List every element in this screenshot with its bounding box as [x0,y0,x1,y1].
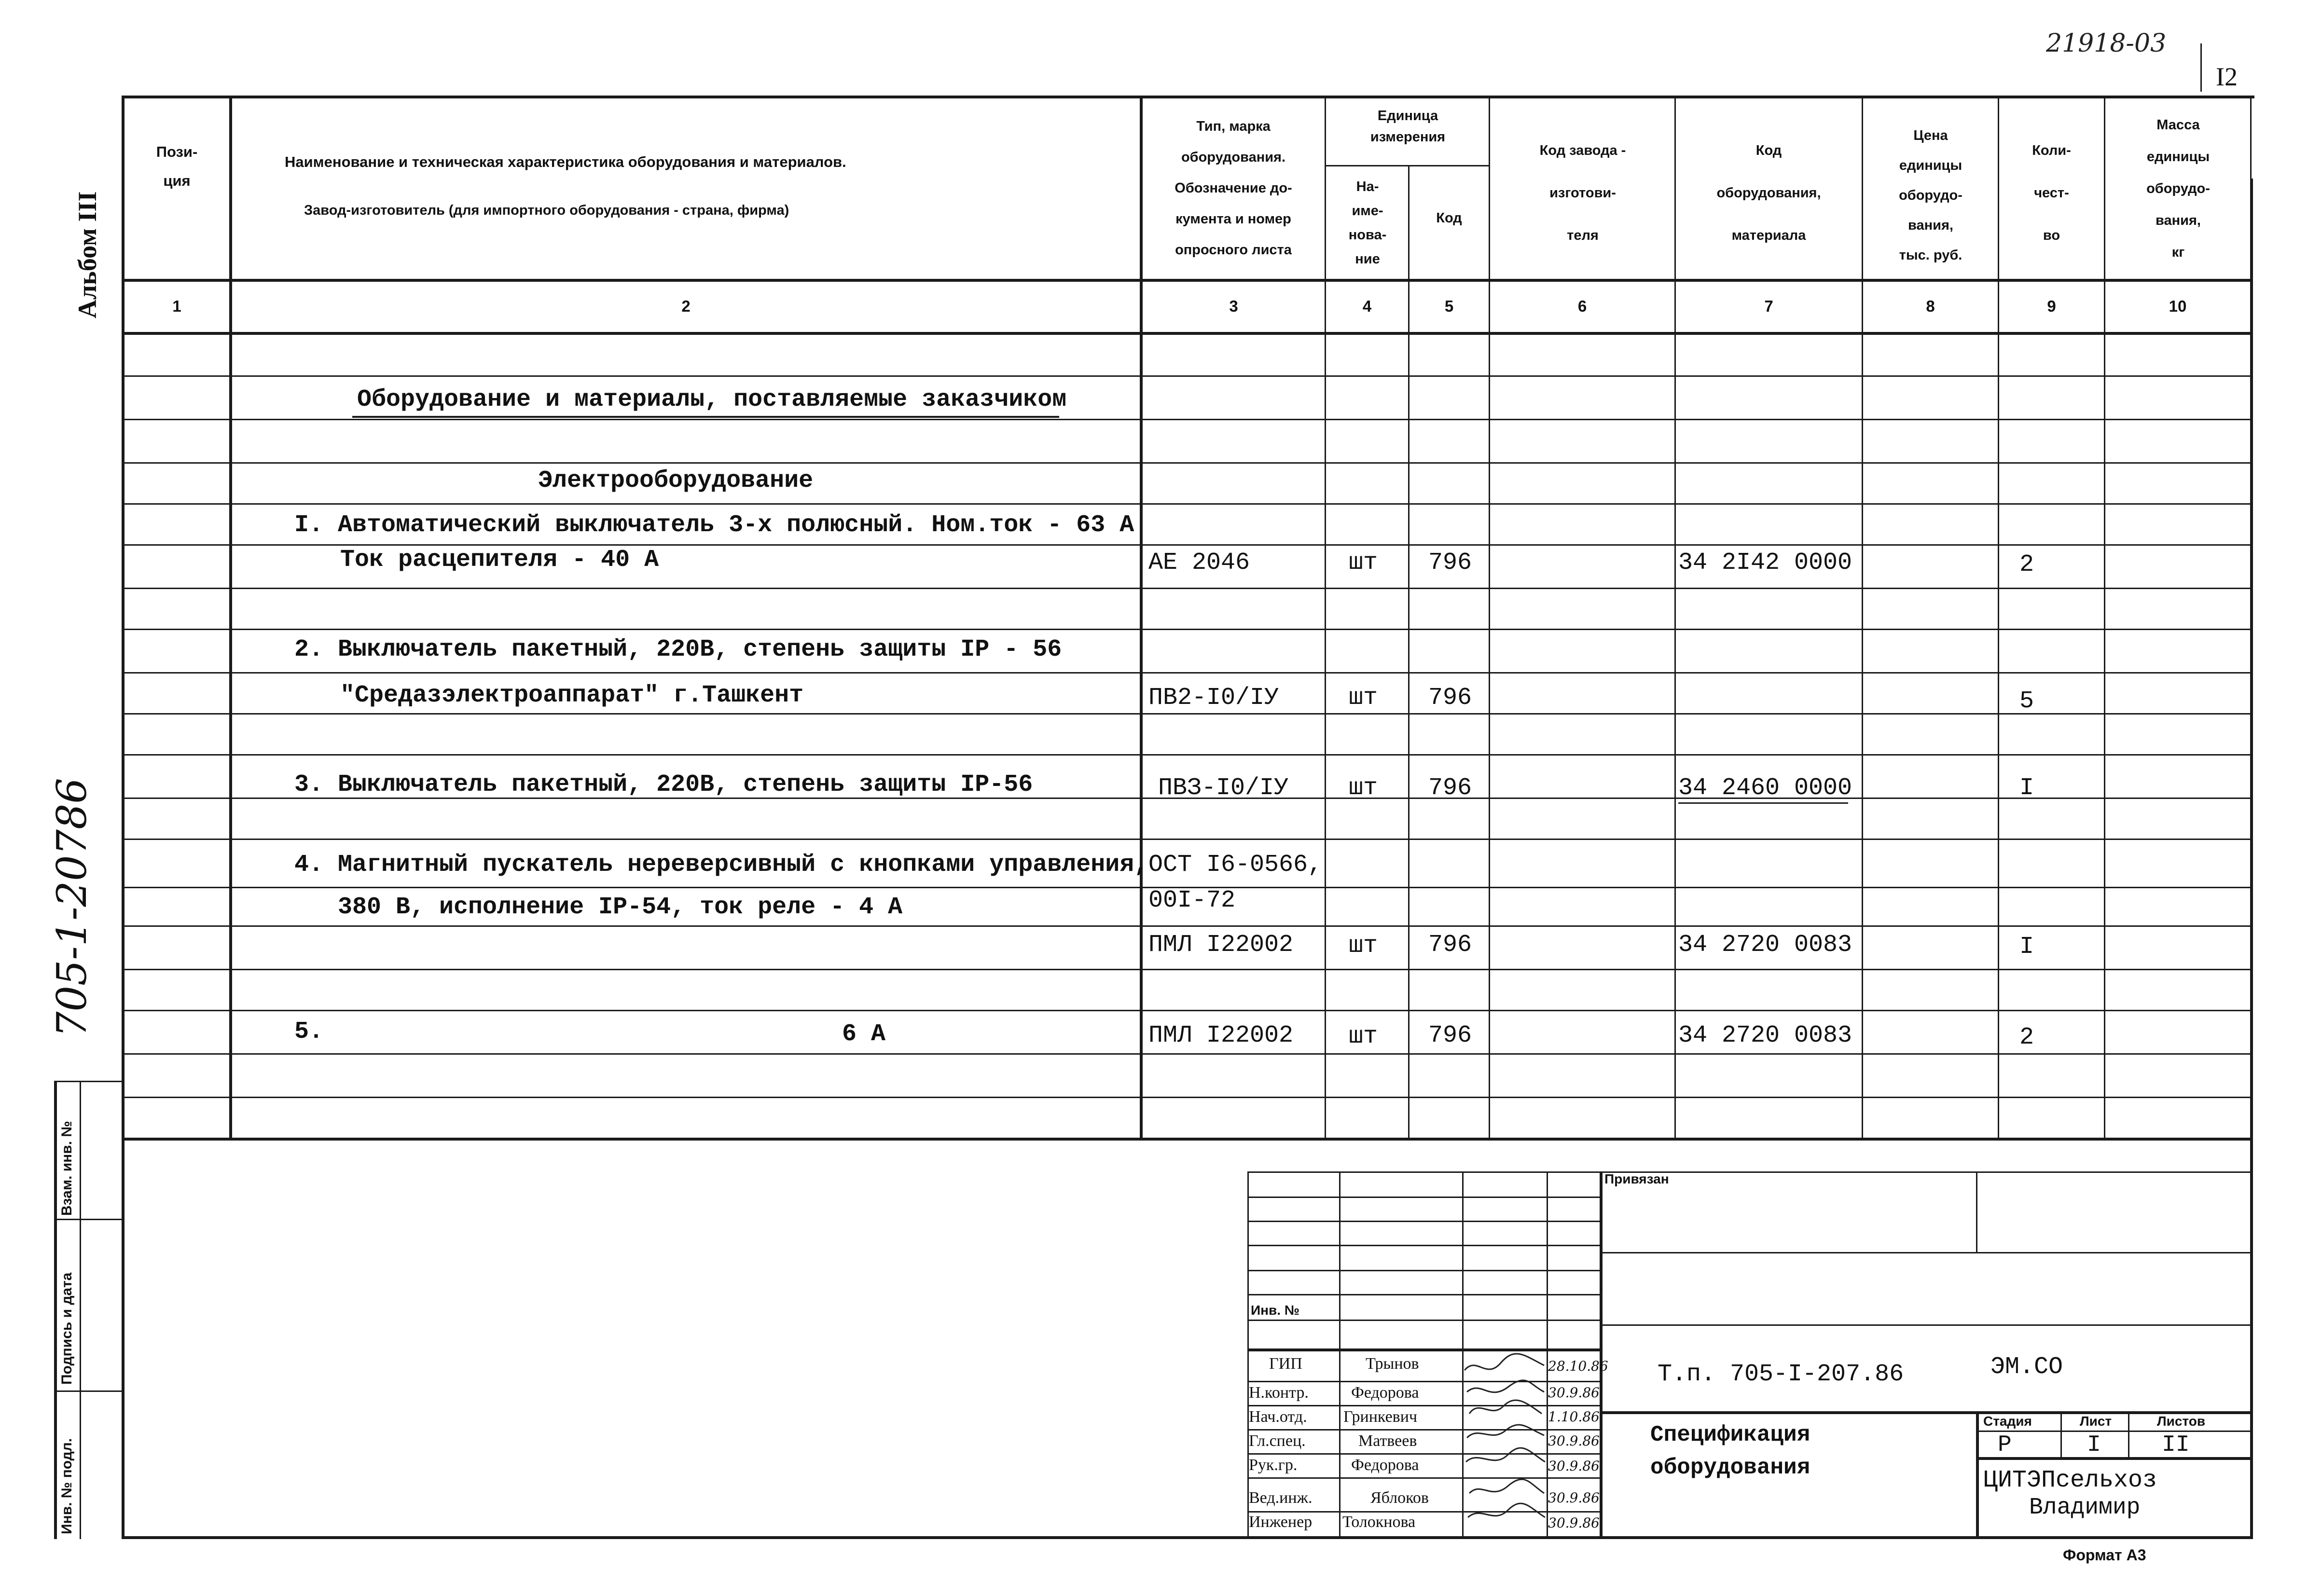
album-label: Альбом III [73,191,102,318]
stamp-sheet-label: Лист [2080,1414,2112,1429]
row-line [122,839,2253,840]
row-line [122,713,2253,715]
stamp-role: Рук.гр. [1249,1456,1298,1474]
table-bottom [122,1138,2253,1141]
item-4-unit-code: 796 [1428,931,1472,959]
column-number: 5 [1444,297,1454,315]
side-stamp-outer-left [54,1081,57,1539]
row-line [122,925,2253,927]
frame-right-lower [2250,179,2253,1539]
item-4-line1: 4. Магнитный пускатель нереверсивный с кнопками управления, [294,851,1149,879]
column-number: 10 [2169,297,2187,315]
document-code: 21918-03 [2046,29,2167,58]
side-stamp-top [54,1081,122,1082]
stamp-name: Гринкевич [1343,1408,1418,1426]
item-2-unit: шт [1349,684,1378,712]
column-numbers-bottom [122,332,2253,335]
stamp-role: Вед.инж. [1249,1489,1313,1507]
stamp-date: 30.9.86 [1548,1433,1600,1449]
item-4-line2: 380 В, исполнение IP-54, ток реле - 4 А [338,894,903,921]
item-3-code: 34 2460 0000 [1678,774,1852,802]
side-stamp-inner-left [80,1081,81,1539]
item-3-type: ПВЗ-I0/IУ [1158,774,1289,802]
item-3-line1: 3. Выключатель пакетный, 220В, степень защиты IP-56 [294,771,1033,798]
row-line [122,969,2253,970]
stamp-inv-label: Инв. № [1251,1303,1300,1318]
side-stamp-label-3: Инв. № подл. [59,1438,75,1534]
stamp-org-line1: ЦИТЭПсельхоз [1983,1467,2157,1494]
stamp-privyazan-bottom [1600,1252,2252,1253]
stamp-grid-v4 [1600,1171,1603,1537]
stamp-date: 28.10.86 [1548,1358,1608,1374]
column-number: 6 [1577,297,1587,315]
header-position: Пози- ция [156,143,198,189]
stamp-top [1247,1171,2253,1173]
stamp-role: Н.контр. [1249,1384,1309,1402]
column-number: 8 [1926,297,1935,315]
stamp-org-line2: Владимир [2029,1495,2141,1521]
stamp-role: ГИП [1269,1355,1302,1373]
item-4-type-2: 00I-72 [1148,887,1236,914]
header-mass: Масса единицы оборудо- вания, кг [2146,117,2210,260]
stamp-name: Яблоков [1370,1489,1429,1507]
item-1-code: 34 2I42 0000 [1678,549,1852,577]
row-line [122,1053,2253,1055]
side-stamp-div2 [54,1390,122,1392]
item-4-unit: шт [1349,932,1378,960]
item-5-code: 34 2720 0083 [1678,1022,1852,1049]
item-5-unit-code: 796 [1428,1022,1472,1049]
item-4-code: 34 2720 0083 [1678,931,1852,959]
item-2-line2: "Средазэлектроаппарат" г.Ташкент [340,682,804,709]
project-number: 705-1-20786 [48,778,96,1037]
column-number: 9 [2047,297,2056,315]
stamp-date: 30.9.86 [1548,1515,1600,1531]
item-2-type: ПВ2-I0/IУ [1148,684,1279,712]
column-number: 1 [172,297,181,315]
stamp-stage-h1 [1976,1431,2252,1432]
item-3-code-underline [1678,802,1848,804]
section-title-underline [352,416,1059,418]
stamp-doc-number: Т.п. 705-I-207.86 [1658,1361,1904,1388]
stamp-grid-h [1247,1320,1600,1321]
stamp-grid-h [1247,1221,1600,1222]
stamp-sheets: II [2162,1432,2190,1458]
stamp-role: Инженер [1249,1513,1313,1531]
stamp-date: 1.10.86 [1548,1409,1600,1425]
row-line [122,419,2253,420]
item-1-line2: Ток расцепителя - 40 А [340,546,659,574]
header-bottom [122,279,2253,282]
header-name-line2: Завод-изготовитель (для импортного оборудования - страна, фирма) [304,203,789,218]
row-line [122,1097,2253,1098]
item-4-type-1: ОСТ I6-0566, [1148,851,1323,879]
stamp-grid-h [1247,1294,1600,1295]
row-line [122,503,2253,505]
stamp-date: 30.9.86 [1548,1458,1600,1474]
stamp-stage: Р [1998,1432,2012,1458]
item-1-unit-code: 796 [1428,549,1472,577]
header-unit-name: На- име- нова- ние [1348,179,1387,267]
item-1-qty: 2 [2019,551,2034,578]
column-number: 3 [1229,297,1238,315]
row-line [122,672,2253,674]
stamp-doc-mark: ЭМ.СО [1990,1353,2063,1381]
stamp-doc-title: Спецификация оборудования [1650,1422,1810,1480]
stamp-name: Толокнова [1342,1513,1416,1531]
stamp-name: Федорова [1351,1456,1419,1474]
item-1-type: АЕ 2046 [1148,549,1250,577]
stamp-stage-v1 [2060,1411,2062,1458]
signature-scribbles [1462,1346,1549,1539]
column-number: 2 [681,297,691,315]
stamp-date: 30.9.86 [1548,1490,1600,1506]
item-2-unit-code: 796 [1428,684,1472,712]
unit-header-split [1325,165,1489,166]
stamp-left [1247,1171,1249,1537]
stamp-name: Федорова [1351,1384,1419,1402]
stamp-stage-label: Стадия [1983,1414,2032,1429]
stamp-grid-h [1247,1197,1600,1198]
header-equipment-code: Код оборудования, материала [1716,143,1821,243]
column-number: 7 [1764,297,1773,315]
stamp-sheet: I [2087,1432,2101,1458]
row-line [122,1010,2253,1011]
item-3-unit-code: 796 [1428,774,1472,802]
header-quantity: Коли- чест- во [2032,143,2071,243]
frame-bottom [122,1536,2253,1539]
frame-top [122,96,2254,98]
stamp-role: Нач.отд. [1249,1408,1307,1426]
row-line [122,544,2253,546]
row-line [122,462,2253,464]
item-1-line1: I. Автоматический выключатель 3-х полюсный. Ном.ток - 63 А [294,511,1134,539]
item-5-qty: 2 [2019,1024,2034,1051]
stamp-role: Гл.спец. [1249,1432,1306,1450]
row-line [122,629,2253,630]
stamp-date: 30.9.86 [1548,1385,1600,1401]
stamp-name: Трынов [1366,1355,1419,1373]
header-name-line1: Наименование и техническая характеристика оборудования и материалов. [285,153,846,170]
stamp-stage-v2 [2128,1411,2129,1458]
side-stamp-div1 [54,1219,122,1220]
sheet-number: I2 [2216,62,2238,91]
col-line-1 [229,96,232,1139]
item-5-type: ПМЛ I22002 [1148,1022,1294,1049]
format-label: Формат А3 [2063,1546,2146,1564]
header-unit: Единица измерения [1370,108,1446,145]
item-3-qty: I [2019,774,2034,802]
item-4-type-3: ПМЛ I22002 [1148,931,1294,959]
header-type: Тип, марка оборудования. Обозначение до- кумента и номер опросного листа [1175,119,1292,258]
row-line [122,375,2253,377]
stamp-docnum-bottom [1600,1411,2252,1414]
header-unit-code: Код [1436,210,1462,226]
subsection-title: Электрооборудование [538,467,814,495]
stamp-grid-h [1247,1270,1600,1271]
item-5-unit: шт [1349,1023,1378,1050]
row-line [122,588,2253,589]
sheet-number-divider [2200,43,2202,92]
stamp-sheets-label: Листов [2157,1414,2206,1429]
side-stamp-label-1: Взам. инв. № [59,1121,75,1216]
stamp-stage-h2 [1976,1457,2252,1460]
item-5-current: 6 А [842,1020,886,1048]
column-number: 4 [1362,297,1372,315]
item-3-unit: шт [1349,774,1378,802]
item-5-number: 5. [294,1018,324,1046]
stamp-name: Матвеев [1358,1432,1417,1450]
item-2-qty: 5 [2019,688,2034,715]
stamp-grid-v1 [1339,1171,1341,1537]
col-line-9 [2104,96,2105,1139]
section-title: Оборудование и материалы, поставляемые заказчиком [357,386,1067,413]
side-stamp-label-2: Подпись и дата [59,1272,75,1385]
col-line-5 [1489,96,1490,1139]
stamp-privyazan-label: Привязан [1604,1171,1669,1186]
stamp-privyazan-divider [1976,1171,1977,1253]
row-line [122,754,2253,756]
item-2-line1: 2. Выключатель пакетный, 220В, степень защиты IP - 56 [294,636,1062,663]
item-4-qty: I [2019,933,2034,961]
stamp-grid-h [1247,1245,1600,1246]
item-1-unit: шт [1349,549,1378,577]
header-price: Цена единицы оборудо- вания, тыс. руб. [1899,128,1962,263]
col-line-7 [1862,96,1863,1139]
stamp-docnum-top [1600,1324,2252,1326]
header-plant-code: Код завода - изготови- теля [1539,143,1626,243]
